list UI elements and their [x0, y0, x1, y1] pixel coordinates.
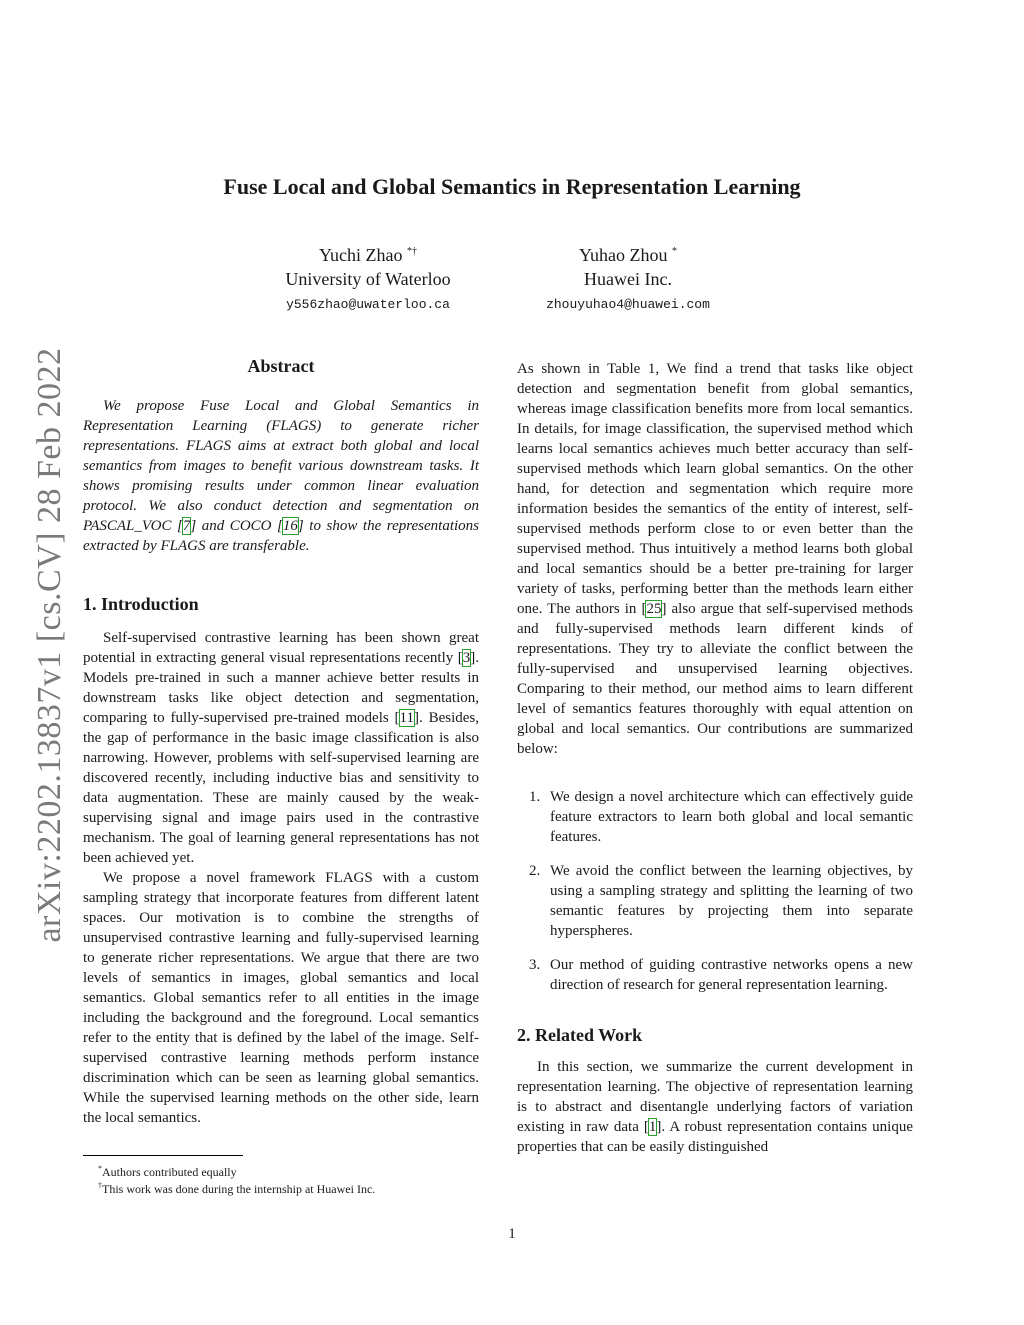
citation-link[interactable]: 11 [399, 710, 414, 726]
related-work-paragraph-1: In this section, we summarize the current development in representation learning. The objective of representation learning is to abstract and disentangle underlying factors of variation existing in raw data [1]. A robust representation contains unique properties that can be easily distinguished [517, 1059, 913, 1155]
abstract-heading: Abstract [247, 356, 315, 376]
list-item: 2. We avoid the conflict between the learning objectives, by using a sampling strategy and splitting the learning of two semantic features by projecting them into separate hyperspheres. [529, 863, 913, 939]
contributions-list [517, 787, 913, 995]
author-affiliation: University of Waterloo [285, 269, 451, 289]
citation-link[interactable]: 3 [462, 650, 471, 666]
author-marks: * [672, 246, 677, 257]
author-name: Yuhao Zhou * [579, 245, 677, 265]
citation-link[interactable]: 16 [282, 518, 298, 534]
list-item: 1. We design a novel architecture which can effectively guide feature extractors to learn both global and local semantic features. [529, 789, 913, 845]
arxiv-identifier-stamp: arXiv:2202.13837v1 [cs.CV] 28 Feb 2022 [31, 347, 68, 943]
paper-title: Fuse Local and Global Semantics in Representation Learning [223, 174, 801, 199]
section-heading-introduction: 1. Introduction [83, 594, 199, 614]
author-email: y556zhao@uwaterloo.ca [286, 297, 450, 312]
footnote-1: *Authors contributed equally [98, 1164, 237, 1179]
intro-paragraph-2: We propose a novel framework FLAGS with a custom sampling strategy that incorporate features from different latent spaces. Our motivation is to combine the strengths of unsupervised contrastive learning and fully-supervised learning to generate richer representations. We argue that there are two levels of semantics in images, global semantics and local semantics. Global semantics refer to all entities in the image including the background and the foreground. Local semantics refer to the entity that is defined by the label of the image. Self-supervised contrastive learning methods perform instance discrimination which can be seen as learning global semantics. While the supervised learning methods on the other side, learn the local semantics. [83, 870, 479, 1126]
intro-paragraph-3: As shown in Table 1, We find a trend that tasks like object detection and segmentation benefit from global semantics, whereas image classification benefits more from local semantics. In details, for image classification, the supervised method which learns local semantics achieves much better accuracy than self-supervised methods which learn global semantics. On the other hand, for detection and segmentation which require more information besides the semantics of the entity of interest, self-supervised methods perform close to or even better than the supervised method. Thus intuitively a method learns both global and local semantics should be a better pre-training for larger variety of tasks, performing better than the methods learn either one. The authors in [25] also argue that self-supervised methods and fully-supervised methods learn different kinds of representations. They try to alleviate the conflict between the fully-supervised and unsupervised learning objectives. Comparing to their method, our method aims to learn different level of semantics features thoroughly with equal attention on global and local semantics. Our contributions are summarized below: [517, 361, 913, 757]
author-email: zhouyuhao4@huawei.com [546, 297, 710, 312]
author-name: Yuchi Zhao *† [319, 245, 417, 265]
page-number: 1 [508, 1226, 516, 1242]
section-heading-related-work: 2. Related Work [517, 1025, 643, 1045]
right-column [517, 359, 913, 1157]
author-block-2 [468, 240, 788, 312]
author-affiliation: Huawei Inc. [584, 269, 672, 289]
footnote-rule [83, 1155, 243, 1156]
author-marks: *† [406, 246, 417, 257]
citation-link[interactable]: 25 [646, 601, 662, 617]
citation-link[interactable]: 1 [648, 1119, 657, 1135]
left-column [83, 356, 479, 1128]
citation-link[interactable]: 7 [182, 518, 191, 534]
list-item: 3. Our method of guiding contrastive networks opens a new direction of research for general representation learning. [529, 957, 913, 993]
abstract-text: We propose Fuse Local and Global Semantics in Representation Learning (FLAGS) to generate richer representations. FLAGS aims at extract both global and local semantics from images to benefit various downstream tasks. It shows promising results under common linear evaluation protocol. We also conduct detection and segmentation on PASCAL_VOC [7] and COCO [16] to show the representations extracted by FLAGS are transferable. [83, 398, 480, 554]
intro-paragraph-1: Self-supervised contrastive learning has been shown great potential in extracting general visual representations recently [3]. Models pre-trained in such a manner achieve better results in downstream tasks like object detection and segmentation, comparing to fully-supervised pre-trained models [11]. Besides, the gap of performance in the basic image classification is also narrowing. However, problems with self-supervised learning are discovered recently, including inductive bias and sensitivity to data augmentation. These are mainly caused by the weak-supervising signal and image pairs used in the contrastive mechanism. The goal of learning general representations has not been achieved yet. [83, 630, 479, 866]
footnote-2: †This work was done during the internship at Huawei Inc. [98, 1181, 376, 1196]
